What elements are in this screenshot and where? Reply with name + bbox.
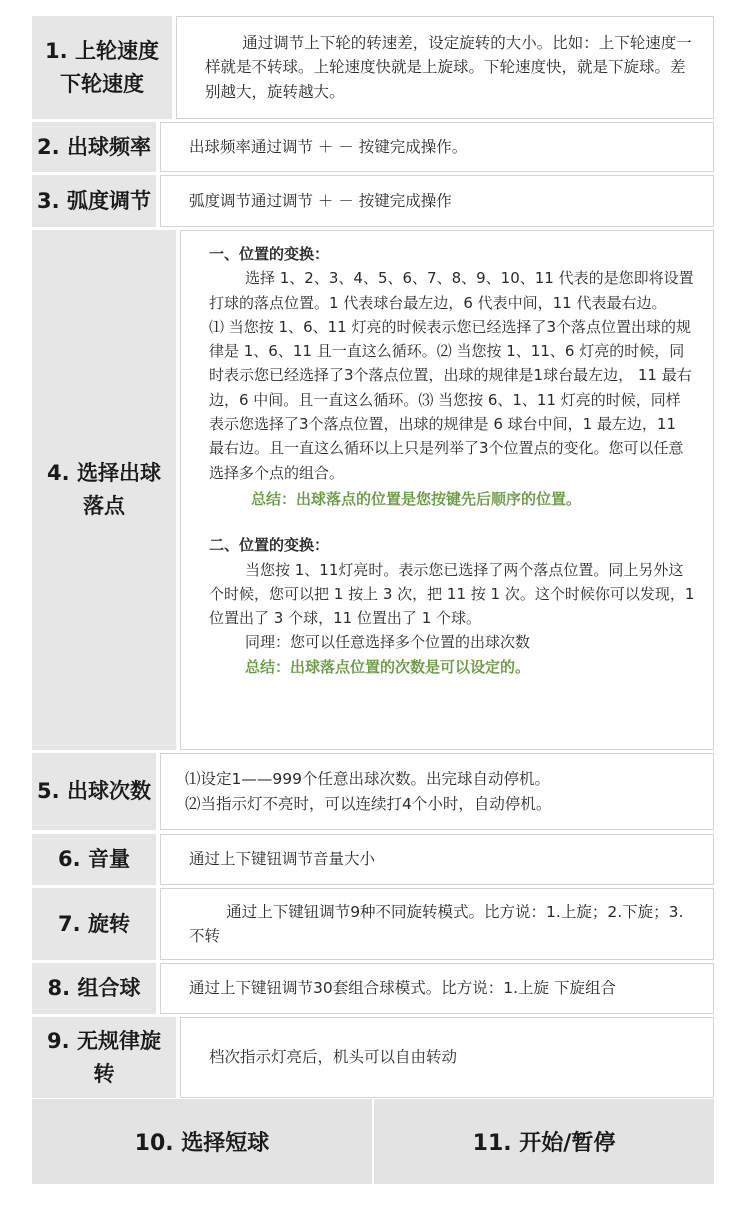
description-text: 通过上下键钮调节音量大小: [189, 850, 376, 869]
row-content: [180, 1017, 714, 1098]
description-text: 档次指示灯亮后，机头可以自由转动: [209, 1048, 458, 1067]
label-text: 2. 出球频率: [37, 134, 151, 159]
short-ball-label: 10. 选择短球: [134, 1131, 270, 1156]
label-text: 1. 上轮速度下轮速度: [45, 38, 159, 96]
label-text: 8. 组合球: [47, 976, 141, 1000]
start-pause-label: 11. 开始/暂停: [472, 1131, 616, 1156]
row-content: [160, 888, 714, 960]
row-content: [160, 175, 714, 227]
summary-text: 总结：出球落点位置的次数是可以设定的。: [245, 657, 531, 676]
row-speed: [32, 16, 714, 119]
row-arc: [32, 175, 714, 227]
row-label: [32, 753, 156, 830]
row-frequency: [32, 122, 714, 172]
row-content: [160, 834, 714, 885]
description-text: 出球频率通过调节 ＋ － 按键完成操作。: [189, 137, 468, 156]
row-content: [160, 963, 714, 1014]
row-ball-count: [32, 753, 714, 830]
row-content: [160, 122, 714, 172]
paragraph: 同理：您可以任意选择多个位置的出球次数: [245, 633, 531, 652]
description-text: 通过上下键钮调节9种不同旋转模式。比方说：1.上旋；2.下旋；3.不转: [189, 902, 684, 945]
footer-bar: [32, 1099, 714, 1184]
description-text: 通过调节上下轮的转速差，设定旋转的大小。比如：上下轮速度一样就是不转球。上轮速度快就是上旋球。下轮速度快，就是下旋球。差别越大，旋转越大。: [205, 33, 692, 101]
row-content: [176, 16, 714, 119]
row-content: [180, 230, 714, 750]
row-combo: [32, 963, 714, 1014]
row-label: [32, 834, 156, 885]
row-label: [32, 122, 156, 172]
row-landing-point: [32, 230, 714, 750]
row-spin: [32, 888, 714, 960]
section-title: 二、位置的变换：: [209, 536, 330, 555]
row-label: [32, 16, 172, 119]
summary-text: 总结：出球落点的位置是您按键先后顺序的位置。: [251, 489, 582, 508]
label-text: 5. 出球次数: [37, 779, 151, 803]
section-title: 一、位置的变换：: [209, 245, 330, 263]
paragraph: ⑴ 当您按 1、6、11 灯亮的时候表示您已经选择了3个落点位置出球的规律是 1、6、11 且一直这么循环。⑵ 当您按 1、11、6 灯亮的时候，同时表示您已经选择了3个落点位置，出球的规律是1球台最左边， 11 最右边，6 中间。且一直这么循环。⑶ 当您按 6、1、11 灯亮的时候，同样表示您选择了3个落点位置，出球的规律是 6 球台中间，1 最左边，11 最右边。且一直这么循环以上只是列举了3个位置点的变化。您可以任意选择多个点的组合。: [209, 317, 692, 482]
label-text: 6. 音量: [58, 847, 130, 871]
label-text: 9. 无规律旋转: [47, 1028, 161, 1086]
label-text: 4. 选择出球落点: [47, 461, 161, 518]
row-label: [32, 175, 156, 227]
row-label: [32, 888, 156, 960]
row-random-spin: [32, 1017, 714, 1098]
description-text: 弧度调节通过调节 ＋ － 按键完成操作: [189, 191, 452, 210]
row-label: [32, 230, 176, 750]
paragraph: 选择 1、2、3、4、5、6、7、8、9、10、11 代表的是您即将设置打球的落点位置。1 代表球台最左边，6 代表中间，11 代表最右边。: [209, 269, 694, 312]
description-text: 通过上下键钮调节30套组合球模式。比方说：1.上旋 下旋组合: [189, 979, 616, 998]
row-content: [160, 753, 714, 830]
row-label: [32, 963, 156, 1014]
label-text: 3. 弧度调节: [37, 188, 151, 213]
label-text: 7. 旋转: [58, 911, 130, 936]
row-label: [32, 1017, 176, 1098]
row-volume: [32, 834, 714, 885]
line-text: ⑵当指示灯不亮时，可以连续打4个小时，自动停机。: [185, 794, 552, 813]
paragraph: 当您按 1、11灯亮时。表示您已选择了两个落点位置。同上另外这个时候，您可以把 1 按上 3 次，把 11 按 1 次。这个时候你可以发现，1 位置出了 3 个球，11 位置出了 1 个球。: [209, 560, 695, 628]
line-text: ⑴设定1——999个任意出球次数。出完球自动停机。: [185, 770, 550, 788]
